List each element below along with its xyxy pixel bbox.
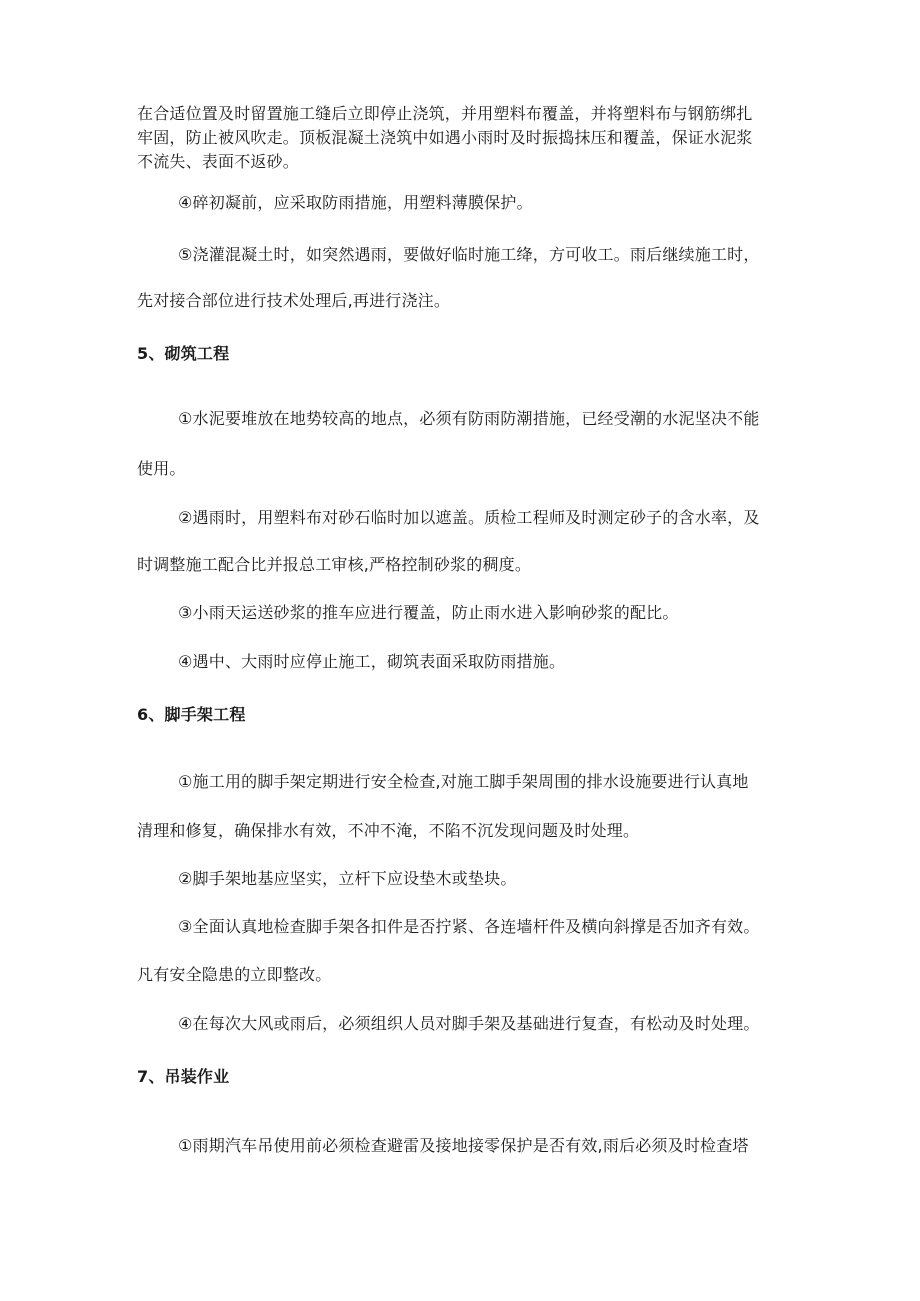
paragraph-line: ④碎初凝前，应采取防雨措施，用塑料薄膜保护。: [178, 193, 533, 212]
paragraph-line: ④遇中、大雨时应停止施工，砌筑表面采取防雨措施。: [178, 652, 566, 671]
paragraph-line: 时调整施工配合比并报总工审核,严格控制砂浆的稠度。: [137, 555, 532, 574]
paragraph-line: ④在每次大风或雨后，必须组织人员对脚手架及基础进行复查，有松动及时处理。: [178, 1014, 760, 1033]
paragraph-line: ②脚手架地基应坚实，立杆下应设垫木或垫块。: [178, 869, 517, 888]
paragraph-line: 先对接合部位进行技术处理后,再进行浇注。: [137, 291, 451, 310]
paragraph-line: 牢固，防止被风吹走。顶板混凝土浇筑中如遇小雨时及时振捣抹压和覆盖，保证水泥浆: [137, 128, 753, 147]
paragraph-line: ①水泥要堆放在地势较高的地点，必须有防雨防潮措施，已经受潮的水泥坚决不能: [178, 409, 760, 428]
paragraph-line: 不流失、表面不返砂。: [137, 152, 300, 171]
paragraph-line: ③全面认真地检查脚手架各扣件是否拧紧、各连墙杆件及横向斜撑是否加齐有效。: [178, 917, 760, 936]
paragraph-line: 凡有安全隐患的立即整改。: [137, 965, 332, 984]
paragraph-line: ⑤浇灌混凝土时，如突然遇雨，要做好临时施工绛，方可收工。雨后继续施工时，: [178, 245, 760, 264]
paragraph-line: 清理和修复，确保排水有效，不冲不淹，不陷不沉发现问题及时处理。: [137, 821, 640, 840]
section-heading: 7、吊装作业: [137, 1067, 230, 1086]
paragraph-line: ①施工用的脚手架定期进行安全检查,对施工脚手架周围的排水设施要进行认真地: [178, 772, 749, 791]
section-heading: 5、砌筑工程: [137, 344, 230, 363]
paragraph-line: 使用。: [137, 459, 186, 478]
paragraph-line: ①雨期汽车吊使用前必须检查避雷及接地接零保护是否有效,雨后必须及时检查塔: [178, 1136, 749, 1155]
paragraph-line: ③小雨天运送砂浆的推车应进行覆盖，防止雨水进入影响砂浆的配比。: [178, 603, 679, 622]
paragraph-line: 在合适位置及时留置施工缝后立即停止浇筑，并用塑料布覆盖，并将塑料布与钢筋绑扎: [137, 104, 753, 123]
paragraph-line: ②遇雨时，用塑料布对砂石临时加以遮盖。质检工程师及时测定砂子的含水率，及: [178, 508, 760, 527]
section-heading: 6、脚手架工程: [137, 705, 246, 724]
